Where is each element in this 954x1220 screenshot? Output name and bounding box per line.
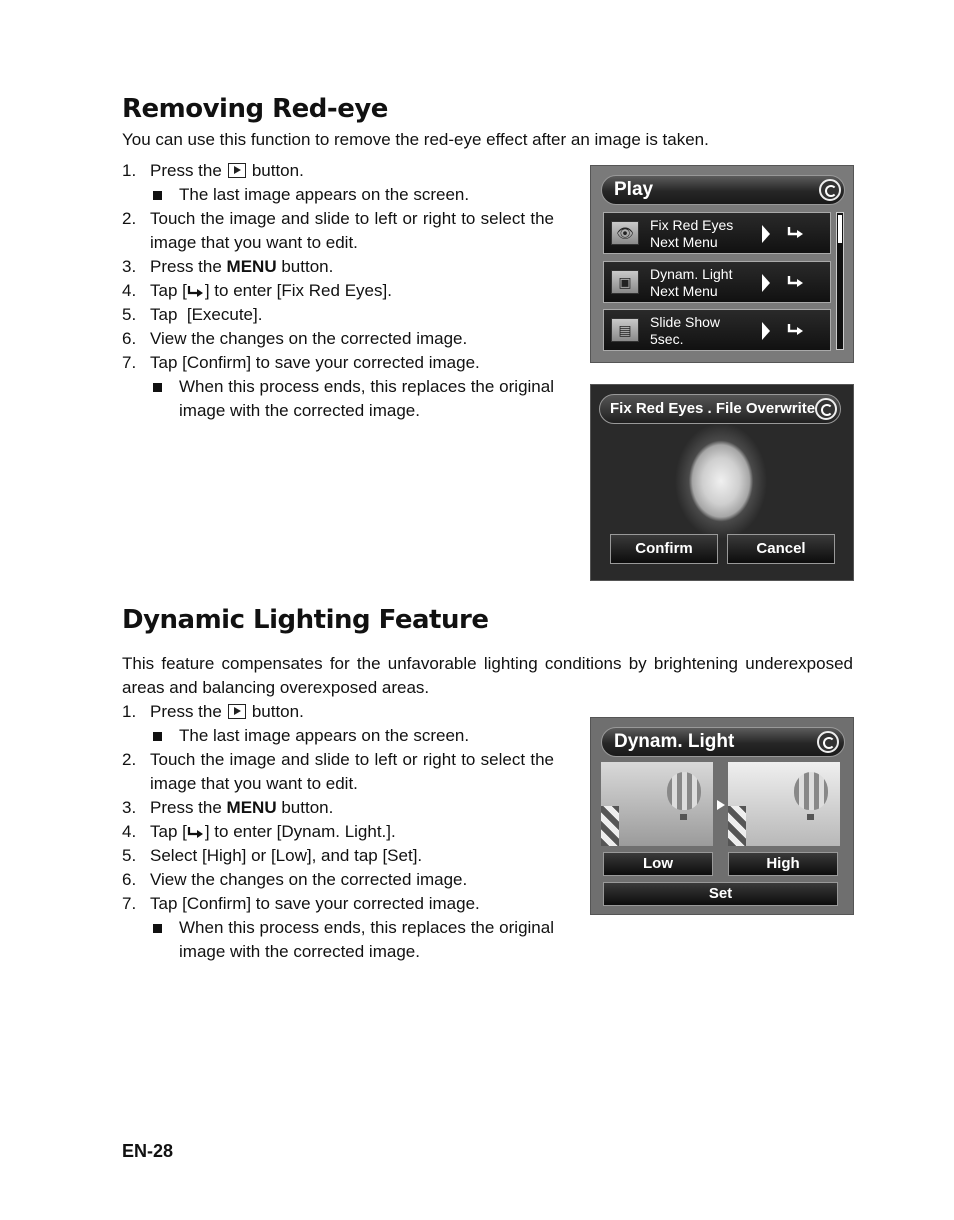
section-intro: You can use this function to remove the red-eye effect after an image is taken. bbox=[122, 130, 709, 149]
step-note: The last image appears on the screen. bbox=[122, 183, 554, 207]
enter-icon[interactable] bbox=[787, 226, 805, 240]
next-triangle-icon bbox=[762, 225, 770, 243]
balloon-image bbox=[794, 772, 828, 810]
scrollbar[interactable] bbox=[836, 212, 844, 350]
low-button[interactable]: Low bbox=[603, 852, 713, 876]
enter-icon[interactable] bbox=[787, 323, 805, 337]
dynamic-light-icon: ▣ bbox=[611, 270, 639, 294]
fix-red-eyes-screenshot bbox=[590, 384, 854, 581]
section-intro: This feature compensates for the unfavorable lighting conditions by brightening underexposed areas and balancing overexposed areas. bbox=[122, 654, 853, 697]
section-heading-dynamic-lighting: Dynamic Lighting Feature bbox=[122, 605, 489, 635]
step-7: 7. Tap [Confirm] to save your corrected image. bbox=[122, 894, 480, 913]
confirm-button[interactable]: Confirm bbox=[610, 534, 718, 564]
preview-high bbox=[728, 762, 840, 846]
play-menu-screenshot bbox=[590, 165, 854, 363]
step-5: 5. Tap [Execute]. bbox=[122, 305, 263, 324]
step-6: 6. View the changes on the corrected image. bbox=[122, 870, 468, 889]
step-6: 6. View the changes on the corrected image. bbox=[122, 329, 468, 348]
page-number: EN-28 bbox=[122, 1141, 174, 1161]
play-icon bbox=[228, 704, 246, 719]
cancel-button[interactable]: Cancel bbox=[727, 534, 835, 564]
step-5: 5. Select [High] or [Low], and tap [Set]. bbox=[122, 846, 423, 865]
step-3: 3. Press the MENU button. bbox=[122, 798, 334, 817]
slideshow-icon: ▤ bbox=[611, 318, 639, 342]
step-note: The last image appears on the screen. bbox=[122, 724, 554, 748]
play-title-bar: Play bbox=[601, 175, 845, 205]
menu-item-dynam-light[interactable]: ▣ Dynam. Light Next Menu bbox=[603, 261, 831, 303]
step-4: 4. Tap [ ] to enter [Dynam. Light.]. bbox=[122, 822, 396, 841]
dynam-title-bar: Dynam. Light bbox=[601, 727, 845, 757]
fix-title-bar: Fix Red Eyes . File Overwrite bbox=[599, 394, 841, 424]
rotate-icon[interactable] bbox=[819, 179, 841, 201]
enter-icon bbox=[187, 285, 205, 298]
menu-item-slide-show[interactable]: ▤ Slide Show 5sec. bbox=[603, 309, 831, 351]
menu-item-fix-red-eyes[interactable]: 👁 Fix Red Eyes Next Menu bbox=[603, 212, 831, 254]
step-2: 2. Touch the image and slide to left or right to select the image that you want to edit. bbox=[122, 209, 554, 252]
step-1: 1. Press the button. bbox=[122, 702, 304, 721]
section-heading-red-eye: Removing Red-eye bbox=[122, 94, 388, 124]
step-note: When this process ends, this replaces the original image with the corrected image. bbox=[122, 916, 554, 964]
step-7: 7. Tap [Confirm] to save your corrected image. bbox=[122, 353, 480, 372]
arrow-right-icon bbox=[717, 800, 725, 810]
step-2: 2. Touch the image and slide to left or right to select the image that you want to edit. bbox=[122, 750, 554, 793]
high-button[interactable]: High bbox=[728, 852, 838, 876]
eye-icon: 👁 bbox=[611, 221, 639, 245]
step-list-red-eye bbox=[122, 159, 554, 423]
dynam-light-screenshot bbox=[590, 717, 854, 915]
next-triangle-icon bbox=[762, 274, 770, 292]
set-button[interactable]: Set bbox=[603, 882, 838, 906]
enter-icon bbox=[187, 826, 205, 839]
step-1: 1. Press the button. bbox=[122, 161, 304, 180]
step-3: 3. Press the MENU button. bbox=[122, 257, 334, 276]
step-note: When this process ends, this replaces the original image with the corrected image. bbox=[122, 375, 554, 423]
play-icon bbox=[228, 163, 246, 178]
step-list-dynamic-light bbox=[122, 700, 554, 964]
rotate-icon[interactable] bbox=[815, 398, 837, 420]
next-triangle-icon bbox=[762, 322, 770, 340]
enter-icon[interactable] bbox=[787, 275, 805, 289]
balloon-image bbox=[667, 772, 701, 810]
rotate-icon[interactable] bbox=[817, 731, 839, 753]
preview-low bbox=[601, 762, 713, 846]
step-4: 4. Tap [ ] to enter [Fix Red Eyes]. bbox=[122, 281, 392, 300]
